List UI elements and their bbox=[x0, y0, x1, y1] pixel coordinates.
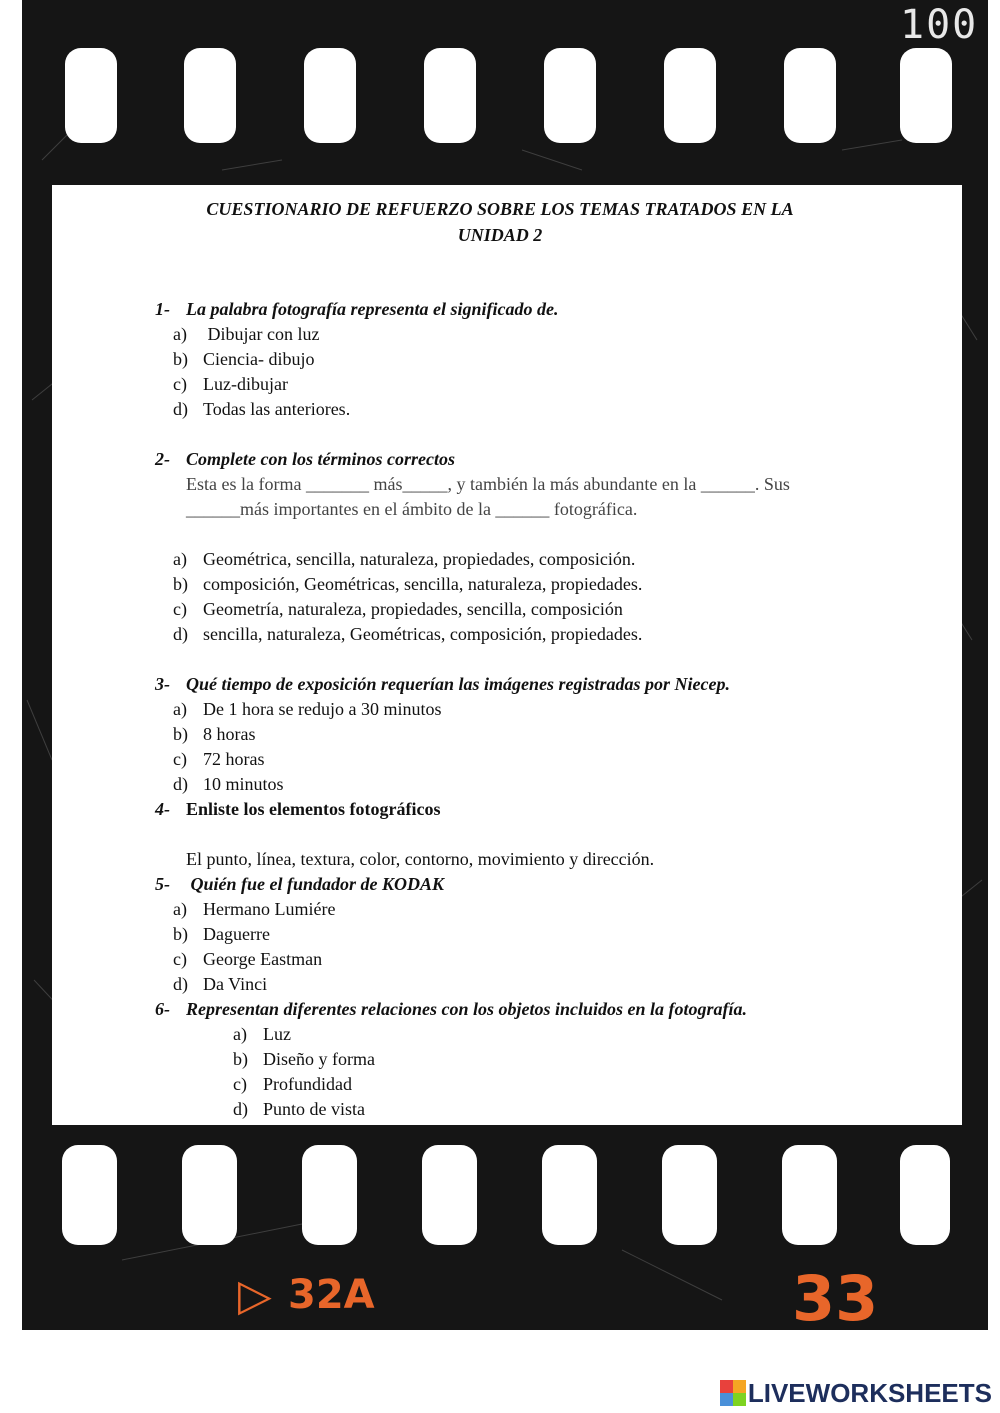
sprocket-hole bbox=[784, 48, 836, 143]
option-text: Luz bbox=[263, 1024, 291, 1044]
option-letter: d) bbox=[173, 624, 188, 644]
option-text: sencilla, naturaleza, Geométricas, composición, propiedades. bbox=[203, 624, 643, 644]
option-text: Daguerre bbox=[203, 924, 270, 944]
sprocket-hole bbox=[182, 1145, 237, 1245]
question-number: 5- bbox=[155, 874, 170, 894]
option-text: Da Vinci bbox=[203, 974, 268, 994]
option-1a bbox=[173, 322, 319, 346]
question-number: 2- bbox=[155, 449, 170, 469]
sprocket-hole bbox=[900, 1145, 950, 1245]
option-letter: c) bbox=[173, 949, 187, 969]
sprocket-hole bbox=[542, 1145, 597, 1245]
question-3 bbox=[155, 672, 730, 696]
option-text: Diseño y forma bbox=[263, 1049, 375, 1069]
sprocket-hole bbox=[664, 48, 716, 143]
question-number: 4- bbox=[155, 799, 170, 819]
option-text: composición, Geométricas, sencilla, naturaleza, propiedades. bbox=[203, 574, 643, 594]
question-text: La palabra fotografía representa el significado de. bbox=[186, 299, 559, 319]
question-text: Representan diferentes relaciones con los objetos incluidos en la fotografía. bbox=[186, 999, 747, 1019]
option-letter: a) bbox=[173, 324, 187, 344]
question-1 bbox=[155, 297, 558, 321]
fill-paragraph-line2: ______más importantes en el ámbito de la ______ fotográfica. bbox=[186, 499, 638, 519]
option-text: Dibujar con luz bbox=[203, 324, 320, 344]
worksheet-title-line2: UNIDAD 2 bbox=[457, 225, 543, 245]
option-3d bbox=[173, 772, 284, 796]
option-6c bbox=[233, 1072, 352, 1096]
option-letter: d) bbox=[173, 774, 188, 794]
option-1b bbox=[173, 347, 314, 371]
option-letter: c) bbox=[173, 749, 187, 769]
option-2c bbox=[173, 597, 623, 621]
option-3b bbox=[173, 722, 256, 746]
option-text: Punto de vista bbox=[263, 1099, 365, 1119]
option-text: Ciencia- dibujo bbox=[203, 349, 315, 369]
fill-paragraph-line1: Esta es la forma _______ más_____, y también la más abundante en la ______. Sus bbox=[186, 474, 790, 494]
option-text: 10 minutos bbox=[203, 774, 284, 794]
option-text: Hermano Lumiére bbox=[203, 899, 336, 919]
option-text: De 1 hora se redujo a 30 minutos bbox=[203, 699, 442, 719]
option-text: 8 horas bbox=[203, 724, 256, 744]
question-text: Complete con los términos correctos bbox=[186, 449, 455, 469]
question-6 bbox=[155, 997, 747, 1021]
option-letter: c) bbox=[173, 374, 187, 394]
liveworksheets-brand[interactable] bbox=[720, 1378, 992, 1408]
question-text: Enliste los elementos fotográficos bbox=[186, 799, 441, 819]
option-1c bbox=[173, 372, 288, 396]
option-letter: b) bbox=[173, 574, 188, 594]
option-text: 72 horas bbox=[203, 749, 265, 769]
film-top-code: 100 bbox=[900, 2, 979, 48]
film-arrow-icon: ▷ bbox=[238, 1270, 272, 1321]
option-1d bbox=[173, 397, 350, 421]
option-letter: d) bbox=[173, 974, 188, 994]
answer-4: El punto, línea, textura, color, contorno, movimiento y dirección. bbox=[186, 849, 655, 869]
sprocket-hole bbox=[62, 1145, 117, 1245]
sprocket-hole bbox=[782, 1145, 837, 1245]
option-2d bbox=[173, 622, 642, 646]
question-text: Quién fue el fundador de KODAK bbox=[186, 874, 445, 894]
option-letter: c) bbox=[233, 1074, 247, 1094]
sprocket-hole bbox=[304, 48, 356, 143]
film-frame-number: 33 bbox=[792, 1262, 879, 1335]
option-5a bbox=[173, 897, 335, 921]
option-letter: a) bbox=[173, 899, 187, 919]
sprocket-hole bbox=[900, 48, 952, 143]
option-letter: a) bbox=[173, 699, 187, 719]
option-text: Todas las anteriores. bbox=[203, 399, 351, 419]
film-bottom-code: 32A bbox=[288, 1272, 375, 1318]
option-5b bbox=[173, 922, 270, 946]
option-6b bbox=[233, 1047, 375, 1071]
liveworksheets-logo-icon bbox=[720, 1380, 746, 1406]
option-text: Luz-dibujar bbox=[203, 374, 288, 394]
question-5 bbox=[155, 872, 444, 896]
option-2b bbox=[173, 572, 642, 596]
brand-text: LIVEWORKSHEETS bbox=[747, 1377, 992, 1408]
option-letter: a) bbox=[173, 549, 187, 569]
question-number: 3- bbox=[155, 674, 170, 694]
sprocket-hole bbox=[65, 48, 117, 143]
option-letter: b) bbox=[173, 724, 188, 744]
sprocket-hole bbox=[302, 1145, 357, 1245]
sprocket-hole bbox=[184, 48, 236, 143]
option-text: George Eastman bbox=[203, 949, 323, 969]
question-text: Qué tiempo de exposición requerían las imágenes registradas por Niecep. bbox=[186, 674, 730, 694]
option-6a bbox=[233, 1022, 291, 1046]
option-text: Geometría, naturaleza, propiedades, sencilla, composición bbox=[203, 599, 623, 619]
option-text: Profundidad bbox=[263, 1074, 352, 1094]
question-4 bbox=[155, 797, 440, 821]
option-letter: a) bbox=[233, 1024, 247, 1044]
sprocket-hole bbox=[544, 48, 596, 143]
sprocket-hole bbox=[422, 1145, 477, 1245]
sprocket-hole bbox=[424, 48, 476, 143]
question-number: 6- bbox=[155, 999, 170, 1019]
option-letter: c) bbox=[173, 599, 187, 619]
worksheet-title-line1: CUESTIONARIO DE REFUERZO SOBRE LOS TEMAS TRATADOS EN LA bbox=[206, 199, 794, 219]
sprocket-hole bbox=[662, 1145, 717, 1245]
option-3a bbox=[173, 697, 441, 721]
option-letter: b) bbox=[233, 1049, 248, 1069]
option-6d bbox=[233, 1097, 365, 1121]
option-letter: b) bbox=[173, 924, 188, 944]
option-letter: b) bbox=[173, 349, 188, 369]
option-2a bbox=[173, 547, 635, 571]
question-number: 1- bbox=[155, 299, 170, 319]
option-letter: d) bbox=[233, 1099, 248, 1119]
question-2 bbox=[155, 447, 455, 471]
option-5c bbox=[173, 947, 322, 971]
option-3c bbox=[173, 747, 265, 771]
option-5d bbox=[173, 972, 267, 996]
option-text: Geométrica, sencilla, naturaleza, propiedades, composición. bbox=[203, 549, 636, 569]
option-letter: d) bbox=[173, 399, 188, 419]
